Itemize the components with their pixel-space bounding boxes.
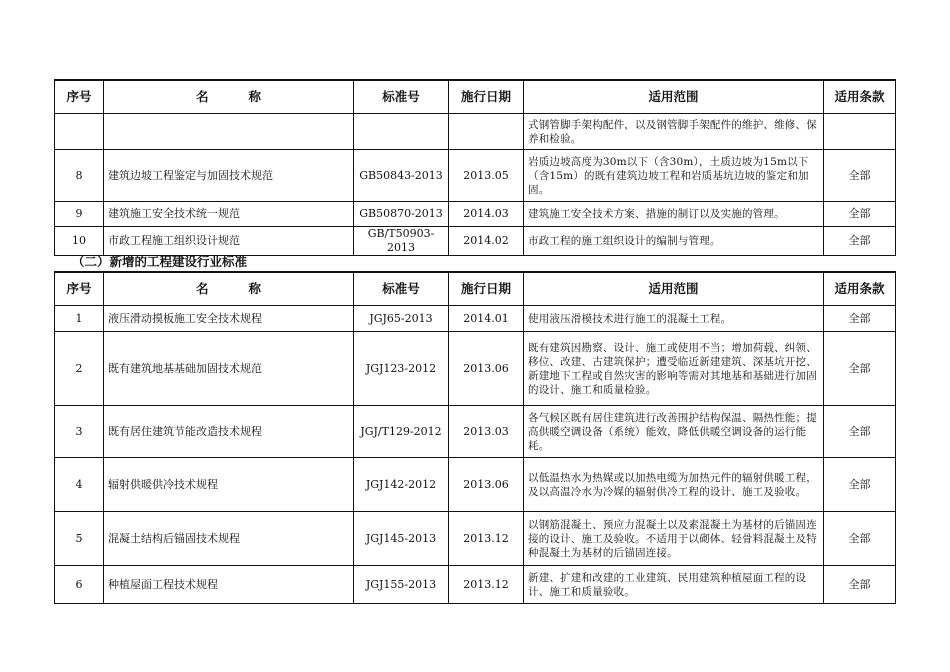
table-row [55, 114, 896, 150]
header-std-no: 标准号 [354, 272, 449, 306]
cell-scope: 式钢管脚手架构配件，以及钢管脚手架配件的维护、维修、保养和检验。 [524, 114, 824, 150]
cell-seq: 1 [55, 306, 104, 332]
cell-clause: 全部 [824, 458, 896, 512]
cell-scope: 建筑施工安全技术方案、措施的制订以及实施的管理。 [524, 202, 824, 227]
cell-name: 液压滑动摸板施工安全技术规程 [104, 306, 354, 332]
cell-scope: 使用液压滑模技术进行施工的混凝土工程。 [524, 306, 824, 332]
table-row [55, 227, 896, 256]
cell-scope: 既有建筑因勘察、设计、施工或使用不当；增加荷载、纠领、移位、改建、古建筑保护；遭受临近新建建筑、深基坑开挖、新建地下工程或自然灾害的影响等需对其地基和基础进行加固的设计、施工和质量检验。 [524, 332, 824, 406]
table-row [55, 566, 896, 604]
cell-seq: 4 [55, 458, 104, 512]
cell-name: 混凝土结构后锚固技术规程 [104, 512, 354, 566]
cell-clause: 全部 [824, 202, 896, 227]
cell-std-no: JGJ155-2013 [354, 566, 449, 604]
cell-clause: 全部 [824, 406, 896, 458]
table-row [55, 150, 896, 202]
header-name: 名 称 [104, 80, 354, 114]
cell-name: 种植屋面工程技术规程 [104, 566, 354, 604]
cell-date: 2013.05 [449, 150, 524, 202]
table-header-row [55, 80, 896, 114]
cell-seq: 2 [55, 332, 104, 406]
header-scope: 适用范围 [524, 272, 824, 306]
cell-std-no: JGJ65-2013 [354, 306, 449, 332]
section-title: （二）新增的工程建设行业标准 [72, 254, 248, 269]
cell-name: 建筑边坡工程鉴定与加固技术规范 [104, 150, 354, 202]
cell-name: 既有居住建筑节能改造技术规程 [104, 406, 354, 458]
cell-std-no: JGJ123-2012 [354, 332, 449, 406]
cell-name [104, 114, 354, 150]
cell-std-no: JGJ/T129-2012 [354, 406, 449, 458]
cell-std-no: GB/T50903-2013 [354, 227, 449, 256]
cell-scope: 市政工程的施工组织设计的编制与管理。 [524, 227, 824, 256]
cell-seq [55, 114, 104, 150]
cell-seq: 6 [55, 566, 104, 604]
cell-date: 2013.06 [449, 332, 524, 406]
table-row [55, 306, 896, 332]
header-date: 施行日期 [449, 272, 524, 306]
cell-name: 既有建筑地基基础加固技术规范 [104, 332, 354, 406]
cell-name: 辐射供暖供冷技术规程 [104, 458, 354, 512]
table-row [55, 332, 896, 406]
header-seq: 序号 [55, 272, 104, 306]
cell-scope: 各气候区既有居住建筑进行改善围护结构保温、隔热性能；提高供暖空调设备（系统）能效，降低供暖空调设备的运行能耗。 [524, 406, 824, 458]
cell-scope: 岩质边坡高度为30m以下（含30m），土质边坡为15m以下（含15m）的既有建筑边坡工程和岩质基坑边坡的鉴定和加固。 [524, 150, 824, 202]
cell-date: 2013.12 [449, 566, 524, 604]
header-seq: 序号 [55, 80, 104, 114]
cell-date: 2013.03 [449, 406, 524, 458]
standards-table-1 [54, 79, 896, 256]
table-row [55, 406, 896, 458]
table-row [55, 512, 896, 566]
cell-name: 市政工程施工组织设计规范 [104, 227, 354, 256]
cell-std-no [354, 114, 449, 150]
standards-table-2 [54, 271, 896, 604]
cell-clause: 全部 [824, 566, 896, 604]
cell-date: 2014.02 [449, 227, 524, 256]
cell-clause: 全部 [824, 512, 896, 566]
header-clause: 适用条款 [824, 80, 896, 114]
cell-seq: 5 [55, 512, 104, 566]
cell-clause: 全部 [824, 306, 896, 332]
cell-date: 2014.03 [449, 202, 524, 227]
cell-seq: 8 [55, 150, 104, 202]
table-row [55, 202, 896, 227]
header-name: 名 称 [104, 272, 354, 306]
cell-std-no: JGJ145-2013 [354, 512, 449, 566]
cell-clause: 全部 [824, 150, 896, 202]
cell-clause: 全部 [824, 227, 896, 256]
cell-std-no: GB50870-2013 [354, 202, 449, 227]
cell-seq: 9 [55, 202, 104, 227]
cell-date [449, 114, 524, 150]
cell-seq: 3 [55, 406, 104, 458]
table-row [55, 458, 896, 512]
cell-date: 2013.06 [449, 458, 524, 512]
cell-scope: 以钢筋混凝土、预应力混凝土以及素混凝土为基材的后锚固连接的设计、施工及验收。不适用于以砌体、轻骨料混凝土及特种混凝土为基材的后锚固连接。 [524, 512, 824, 566]
cell-date: 2014.01 [449, 306, 524, 332]
cell-scope: 新建、扩建和改建的工业建筑、民用建筑种植屋面工程的设计、施工和质量验收。 [524, 566, 824, 604]
cell-seq: 10 [55, 227, 104, 256]
cell-clause [824, 114, 896, 150]
header-scope: 适用范围 [524, 80, 824, 114]
header-date: 施行日期 [449, 80, 524, 114]
cell-name: 建筑施工安全技术统一规范 [104, 202, 354, 227]
header-clause: 适用条款 [824, 272, 896, 306]
cell-date: 2013.12 [449, 512, 524, 566]
cell-clause: 全部 [824, 332, 896, 406]
cell-std-no: JGJ142-2012 [354, 458, 449, 512]
table-header-row [55, 272, 896, 306]
cell-std-no: GB50843-2013 [354, 150, 449, 202]
header-std-no: 标准号 [354, 80, 449, 114]
cell-scope: 以低温热水为热媒或以加热电缆为加热元件的辐射供暖工程，及以高温冷水为冷媒的辐射供冷工程的设计、施工及验收。 [524, 458, 824, 512]
